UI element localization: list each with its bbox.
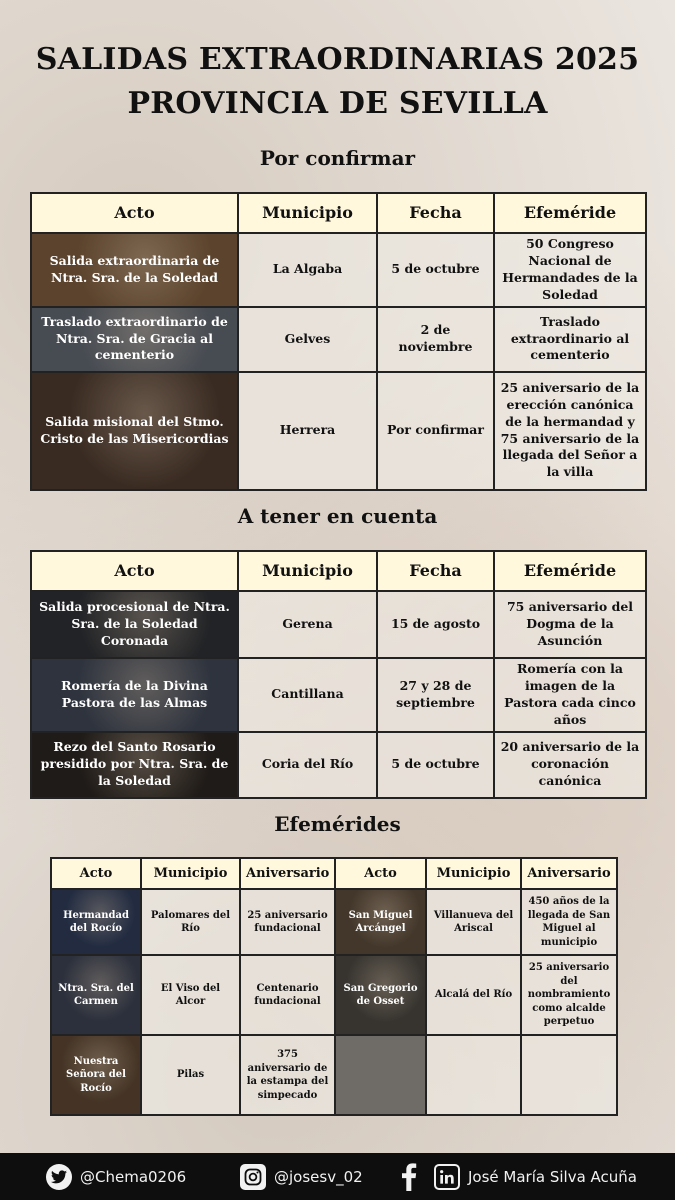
- acto-cell: San Miguel Arcángel: [335, 889, 426, 955]
- title-line-2: PROVINCIA DE SEVILLA: [127, 86, 548, 121]
- acto-cell: Hermandad del Rocío: [51, 889, 141, 955]
- efemeride-cell: Romería con la imagen de la Pastora cada cinco años: [494, 658, 646, 732]
- acto-cell: Romería de la Divina Pastora de las Almas: [31, 658, 238, 732]
- municipio-cell: La Algaba: [238, 233, 377, 307]
- table-header-row: [51, 858, 617, 889]
- header-municipio: Municipio: [238, 193, 377, 233]
- acto-cell: Nuestra Señora del Rocío: [51, 1035, 141, 1115]
- header-fecha: Fecha: [377, 551, 494, 591]
- section-title-a-tener-en-cuenta: A tener en cuenta: [237, 504, 438, 528]
- instagram-handle[interactable]: [240, 1153, 363, 1200]
- municipio-cell: Cantillana: [238, 658, 377, 732]
- municipio-cell: Gerena: [238, 591, 377, 658]
- table-row: [31, 658, 646, 732]
- acto-cell: San Gregorio de Osset: [335, 955, 426, 1035]
- table-header-row: [31, 193, 646, 233]
- facebook-link[interactable]: [400, 1153, 418, 1200]
- table-efemerides: [50, 857, 618, 1116]
- acto-cell: Traslado extraordinario de Ntra. Sra. de Gracia al cementerio: [31, 307, 238, 372]
- instagram-icon: [240, 1164, 266, 1190]
- table-row: [51, 955, 617, 1035]
- header-municipio-right: Municipio: [426, 858, 521, 889]
- linkedin-link[interactable]: [434, 1153, 637, 1200]
- empty-cell: [426, 1035, 521, 1115]
- page-title: [0, 38, 675, 126]
- header-aniversario-right: Aniversario: [521, 858, 617, 889]
- twitter-handle-text: @Chema0206: [80, 1167, 187, 1186]
- header-acto-right: Acto: [335, 858, 426, 889]
- fecha-cell: 2 de noviembre: [377, 307, 494, 372]
- acto-cell: Ntra. Sra. del Carmen: [51, 955, 141, 1035]
- aniversario-cell: 450 años de la llegada de San Miguel al municipio: [521, 889, 617, 955]
- fecha-cell: 27 y 28 de septiembre: [377, 658, 494, 732]
- municipio-cell: El Viso del Alcor: [141, 955, 240, 1035]
- aniversario-cell: 25 aniversario del nombramiento como alcalde perpetuo: [521, 955, 617, 1035]
- table-a-tener-en-cuenta: [30, 550, 647, 799]
- aniversario-cell: 25 aniversario fundacional: [240, 889, 335, 955]
- municipio-cell: Herrera: [238, 372, 377, 490]
- table-row: [31, 233, 646, 307]
- table-row: [31, 307, 646, 372]
- efemeride-cell: 20 aniversario de la coronación canónica: [494, 732, 646, 798]
- linkedin-icon: [434, 1164, 460, 1190]
- municipio-cell: Alcalá del Río: [426, 955, 521, 1035]
- fecha-cell: 5 de octubre: [377, 732, 494, 798]
- acto-cell: Salida extraordinaria de Ntra. Sra. de la Soledad: [31, 233, 238, 307]
- municipio-cell: Coria del Río: [238, 732, 377, 798]
- table-header-row: [31, 551, 646, 591]
- efemeride-cell: 25 aniversario de la erección canónica de la hermandad y 75 aniversario de la llegada del Señor a la villa: [494, 372, 646, 490]
- author-name: José María Silva Acuña: [468, 1167, 637, 1186]
- empty-cell: [521, 1035, 617, 1115]
- fecha-cell: 15 de agosto: [377, 591, 494, 658]
- efemeride-cell: 50 Congreso Nacional de Hermandades de la Soledad: [494, 233, 646, 307]
- municipio-cell: Pilas: [141, 1035, 240, 1115]
- section-title-por-confirmar: Por confirmar: [259, 146, 416, 170]
- efemeride-cell: 75 aniversario del Dogma de la Asunción: [494, 591, 646, 658]
- header-efemeride: Efeméride: [494, 551, 646, 591]
- twitter-icon: [46, 1164, 72, 1190]
- header-municipio: Municipio: [238, 551, 377, 591]
- table-por-confirmar: [30, 192, 647, 491]
- header-acto: Acto: [31, 551, 238, 591]
- table-row: [31, 372, 646, 490]
- table-row: [51, 889, 617, 955]
- empty-cell: [335, 1035, 426, 1115]
- table-row: [31, 732, 646, 798]
- aniversario-cell: Centenario fundacional: [240, 955, 335, 1035]
- acto-cell: Salida misional del Stmo. Cristo de las Misericordias: [31, 372, 238, 490]
- twitter-handle[interactable]: [46, 1153, 186, 1200]
- aniversario-cell: 375 aniversario de la estampa del simpecado: [240, 1035, 335, 1115]
- header-aniversario-left: Aniversario: [240, 858, 335, 889]
- header-acto-left: Acto: [51, 858, 141, 889]
- table-row: [51, 1035, 617, 1115]
- municipio-cell: Palomares del Río: [141, 889, 240, 955]
- section-title-efemerides: Efemérides: [274, 812, 401, 836]
- acto-cell: Salida procesional de Ntra. Sra. de la Soledad Coronada: [31, 591, 238, 658]
- municipio-cell: Gelves: [238, 307, 377, 372]
- header-efemeride: Efeméride: [494, 193, 646, 233]
- fecha-cell: Por confirmar: [377, 372, 494, 490]
- fecha-cell: 5 de octubre: [377, 233, 494, 307]
- facebook-icon: [400, 1163, 418, 1191]
- table-row: [31, 591, 646, 658]
- municipio-cell: Villanueva del Ariscal: [426, 889, 521, 955]
- header-fecha: Fecha: [377, 193, 494, 233]
- title-line-1: SALIDAS EXTRAORDINARIAS 2025: [35, 42, 640, 77]
- instagram-handle-text: @josesv_02: [274, 1167, 363, 1186]
- header-acto: Acto: [31, 193, 238, 233]
- header-municipio-left: Municipio: [141, 858, 240, 889]
- efemeride-cell: Traslado extraordinario al cementerio: [494, 307, 646, 372]
- acto-cell: Rezo del Santo Rosario presidido por Ntra. Sra. de la Soledad: [31, 732, 238, 798]
- footer-bar: [0, 1153, 675, 1200]
